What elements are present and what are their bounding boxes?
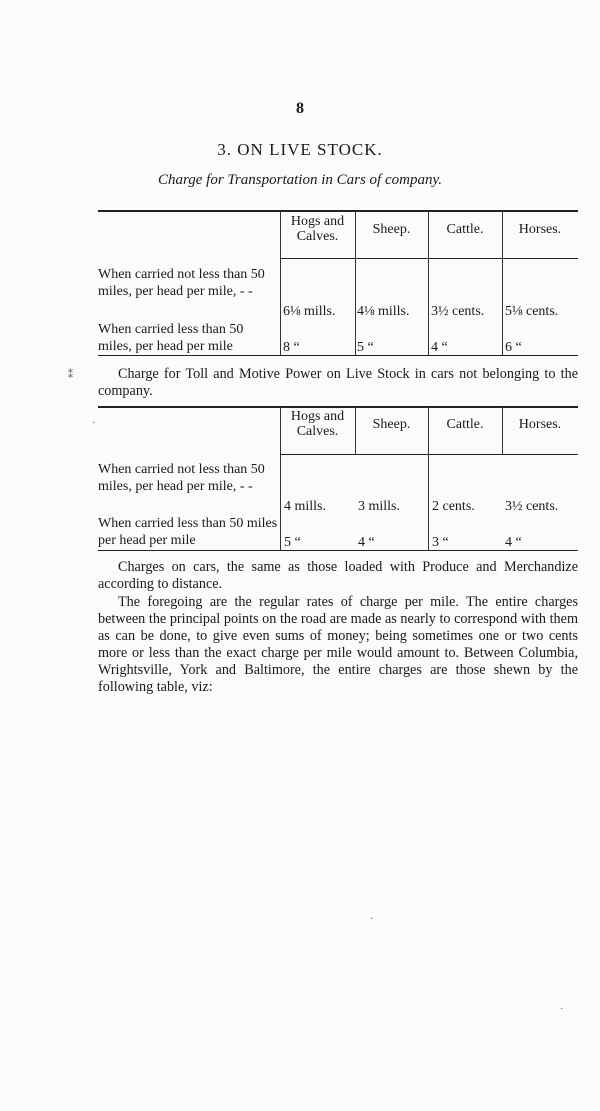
column-header-hogs: Hogs and Calves. [290, 214, 345, 244]
scan-speck: ⁑ [68, 370, 73, 381]
row-label: When carried less than 50 miles, per head per mile [98, 322, 244, 354]
page-number: 8 [296, 100, 304, 117]
rate-cell: 2 cents. [432, 499, 475, 514]
column-header-hogs: Hogs and Calves. [290, 409, 345, 439]
rate-cell: 8 “ [283, 340, 300, 355]
paragraph-regular-rates: The foregoing are the regular rates of charge per mile. The entire charges between the principal points on the road are made as nearly to correspond with them as can be done, to give even sums of money; being sometimes one or two cents more or less than the exact charge per mile would amount to. Between Columbia, Wrightsville, York and Baltimore, the entire charges are those shewn by the following table, viz: [98, 594, 578, 695]
scan-speck: · [560, 1004, 564, 1015]
paragraph-cars-charges: Charges on cars, the same as those loaded with Produce and Merchandize according to distance. [98, 559, 578, 592]
scan-speck: · [370, 914, 374, 925]
table-rule [98, 550, 578, 551]
rate-cell: 3½ cents. [505, 499, 559, 514]
rate-cell: 4 “ [505, 535, 522, 550]
rate-cell: 4⅛ mills. [357, 304, 410, 319]
column-header-cattle: Cattle. [446, 417, 484, 432]
rate-cell: 3 “ [432, 535, 449, 550]
column-header-horses: Horses. [518, 222, 562, 237]
column-header-horses: Horses. [518, 417, 562, 432]
table-rule [98, 406, 578, 408]
rate-cell: 3½ cents. [431, 304, 485, 319]
scan-speck: · [92, 418, 96, 429]
column-header-sheep: Sheep. [372, 222, 411, 237]
rate-cell: 4 “ [358, 535, 375, 550]
rate-cell: 3 mills. [358, 499, 401, 514]
row-label: When carried not less than 50 miles, per head per mile, - - [98, 267, 265, 299]
rate-cell: 5⅛ cents. [505, 304, 559, 319]
rate-cell: 6⅛ mills. [283, 304, 336, 319]
rate-cell: 5 “ [357, 340, 374, 355]
row-label: When carried less than 50 miles per head per mile [98, 516, 278, 548]
rate-cell: 6 “ [505, 340, 522, 355]
intertitle: Charge for Toll and Motive Power on Live Stock in cars not belonging to the company. [98, 366, 578, 399]
table-rule [98, 210, 578, 212]
column-header-sheep: Sheep. [372, 417, 411, 432]
table-rule [280, 258, 578, 259]
row-label: When carried not less than 50 miles, per head per mile, - - [98, 462, 265, 494]
table-rule [280, 454, 578, 455]
column-header-cattle: Cattle. [446, 222, 484, 237]
rate-cell: 4 mills. [284, 499, 327, 514]
rate-cell: 5 “ [284, 535, 301, 550]
section-title: 3. ON LIVE STOCK. [217, 140, 383, 159]
section-subtitle: Charge for Transportation in Cars of company. [157, 172, 443, 188]
table-rule [98, 355, 578, 356]
rate-cell: 4 “ [431, 340, 448, 355]
